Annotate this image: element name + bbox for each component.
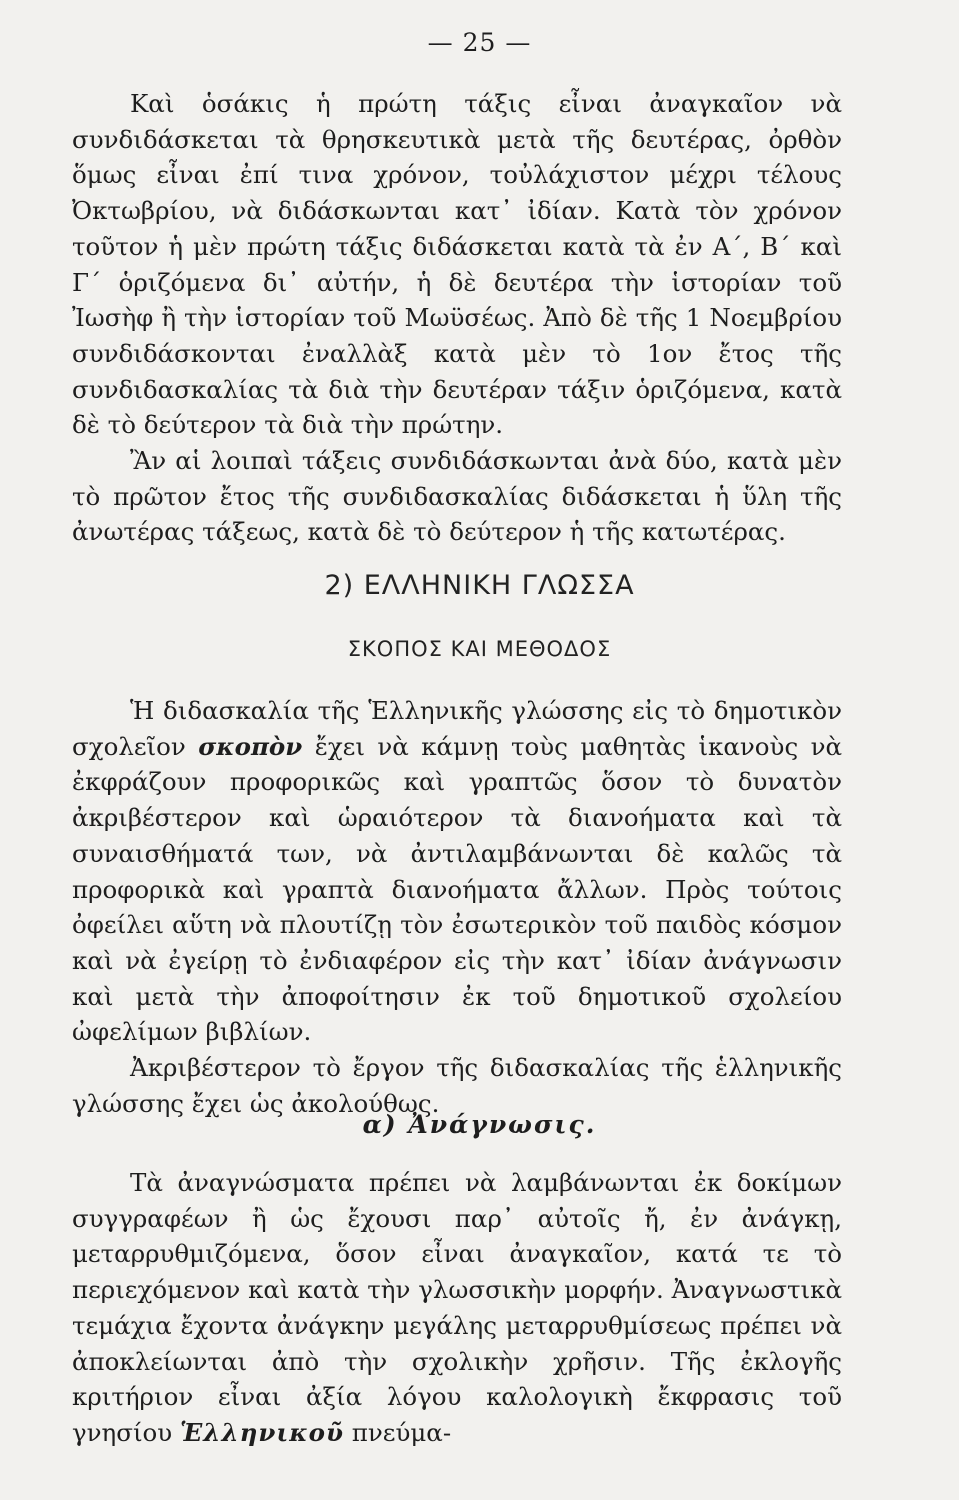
subsection-heading-reading: α) Ἀνάγνωσις.: [362, 1110, 597, 1139]
emphasized-word: Ἑλληνικοῦ: [180, 1417, 344, 1447]
paragraph: [72, 1165, 842, 1451]
paragraph: Ἀκριβέστερον τὸ ἔργον τῆς διδασκαλίας τῆς ἑλληνικῆς γλώσσης ἔχει ὡς ἀκολούθως.: [72, 1053, 842, 1118]
text-run: Ἡ διδασκαλία τῆς Ἑλληνικῆς γλώσσης εἰς τὸ δημοτικὸν σχολεῖον: [72, 696, 842, 761]
section-heading-greek-language: 2) ΕΛΛΗΝΙΚΗ ΓΛΩΣΣΑ: [324, 570, 635, 601]
emphasized-word: σκοπὸν: [198, 731, 303, 761]
page-number: — 25 —: [427, 28, 532, 57]
paragraph: Ἂν αἱ λοιπαὶ τάξεις συνδιδάσκωνται ἀνὰ δύο, κατὰ μὲν τὸ πρῶτον ἔτος τῆς συνδιδασκαλίας διδάσκεται ἡ ὕλη τῆς ἀνωτέρας τάξεως, κατὰ δὲ τὸ δεύτερον ἡ τῆς κατωτέρας.: [72, 446, 842, 547]
text-run: ἔχει νὰ κάμνῃ τοὺς μαθητὰς ἱκανοὺς νὰ ἐκφράζουν προφορικῶς καὶ γραπτῶς ὅσον τὸ δυνατὸν ἀκριβέστερον καὶ ὡραιότερον τὰ διανοήματα καὶ τὰ συναισθήματά των, νὰ ἀντιλαμβάνωνται δὲ καλῶς τὰ προφορικὰ καὶ γραπτὰ διανοήματα ἄλλων. Πρὸς τούτοις ὀφείλει αὕτη νὰ πλουτίζῃ τὸν ἐσωτερικὸν τοῦ παιδὸς κόσμον καὶ νὰ ἐγείρῃ τὸ ἐνδιαφέρον εἰς τὴν κατ᾽ ἰδίαν ἀνάγνωσιν καὶ μετὰ τὴν ἀποφοίτησιν ἐκ τοῦ δημοτικοῦ σχολείου ὠφελίμων βιβλίων.: [72, 731, 843, 1047]
intro-text-block: [72, 86, 842, 550]
paragraph: Καὶ ὁσάκις ἡ πρώτη τάξις εἶναι ἀναγκαῖον νὰ συνδιδάσκεται τὰ θρησκευτικὰ μετὰ τῆς δευτέρας, ὀρθὸν ὅμως εἶναι ἐπί τινα χρόνον, τοὐλάχιστον μέχρι τέλους Ὀκτωβρίου, νὰ διδάσκωνται κατ᾽ ἰδίαν. Κατὰ τὸν χρόνον τοῦτον ἡ μὲν πρώτη τάξις διδάσκεται κατὰ τὰ ἐν Α΄, Β΄ καὶ Γ΄ ὁριζόμενα δι᾽ αὐτήν, ἡ δὲ δευτέρα τὴν ἱστορίαν τοῦ Ἰωσὴφ ἢ τὴν ἱστορίαν τοῦ Μωϋσέως. Ἀπὸ δὲ τῆς 1 Νοεμβρίου συνδιδάσκονται ἐναλλὰξ κατὰ μὲν τὸ 1ον ἔτος τῆς συνδιδασκαλίας τὰ διὰ τὴν δευτέραν τάξιν ὁριζόμενα, κατὰ δὲ τὸ δεύτερον τὰ διὰ τὴν πρώτην.: [72, 89, 842, 440]
reading-text-block: [72, 1165, 842, 1451]
subheading-aim-and-method: ΣΚΟΠΟΣ ΚΑΙ ΜΕΘΟΔΟΣ: [347, 637, 612, 661]
paragraph: [72, 693, 842, 1050]
aim-text-block: [72, 693, 842, 1121]
text-run: Τὰ ἀναγνώσματα πρέπει νὰ λαμβάνωνται ἐκ δοκίμων συγγραφέων ἢ ὡς ἔχουσι παρ᾽ αὐτοῖς ἤ, ἐν ἀνάγκῃ, μεταρρυθμιζόμενα, ὅσον εἶναι ἀναγκαῖον, κατά τε τὸ περιεχόμενον καὶ κατὰ τὴν γλωσσικὴν μορφήν. Ἀναγνωστικὰ τεμάχια ἔχοντα ἀνάγκην μεγάλης μεταρρυθμίσεως πρέπει νὰ ἀποκλείωνται ἀπὸ τὴν σχολικὴν χρῆσιν. Τῆς ἐκλογῆς κριτήριον εἶναι ἀξία λόγου καλολογικὴ ἔκφρασις τοῦ γνησίου: [72, 1168, 842, 1447]
text-run: πνεύμα-: [351, 1417, 452, 1447]
